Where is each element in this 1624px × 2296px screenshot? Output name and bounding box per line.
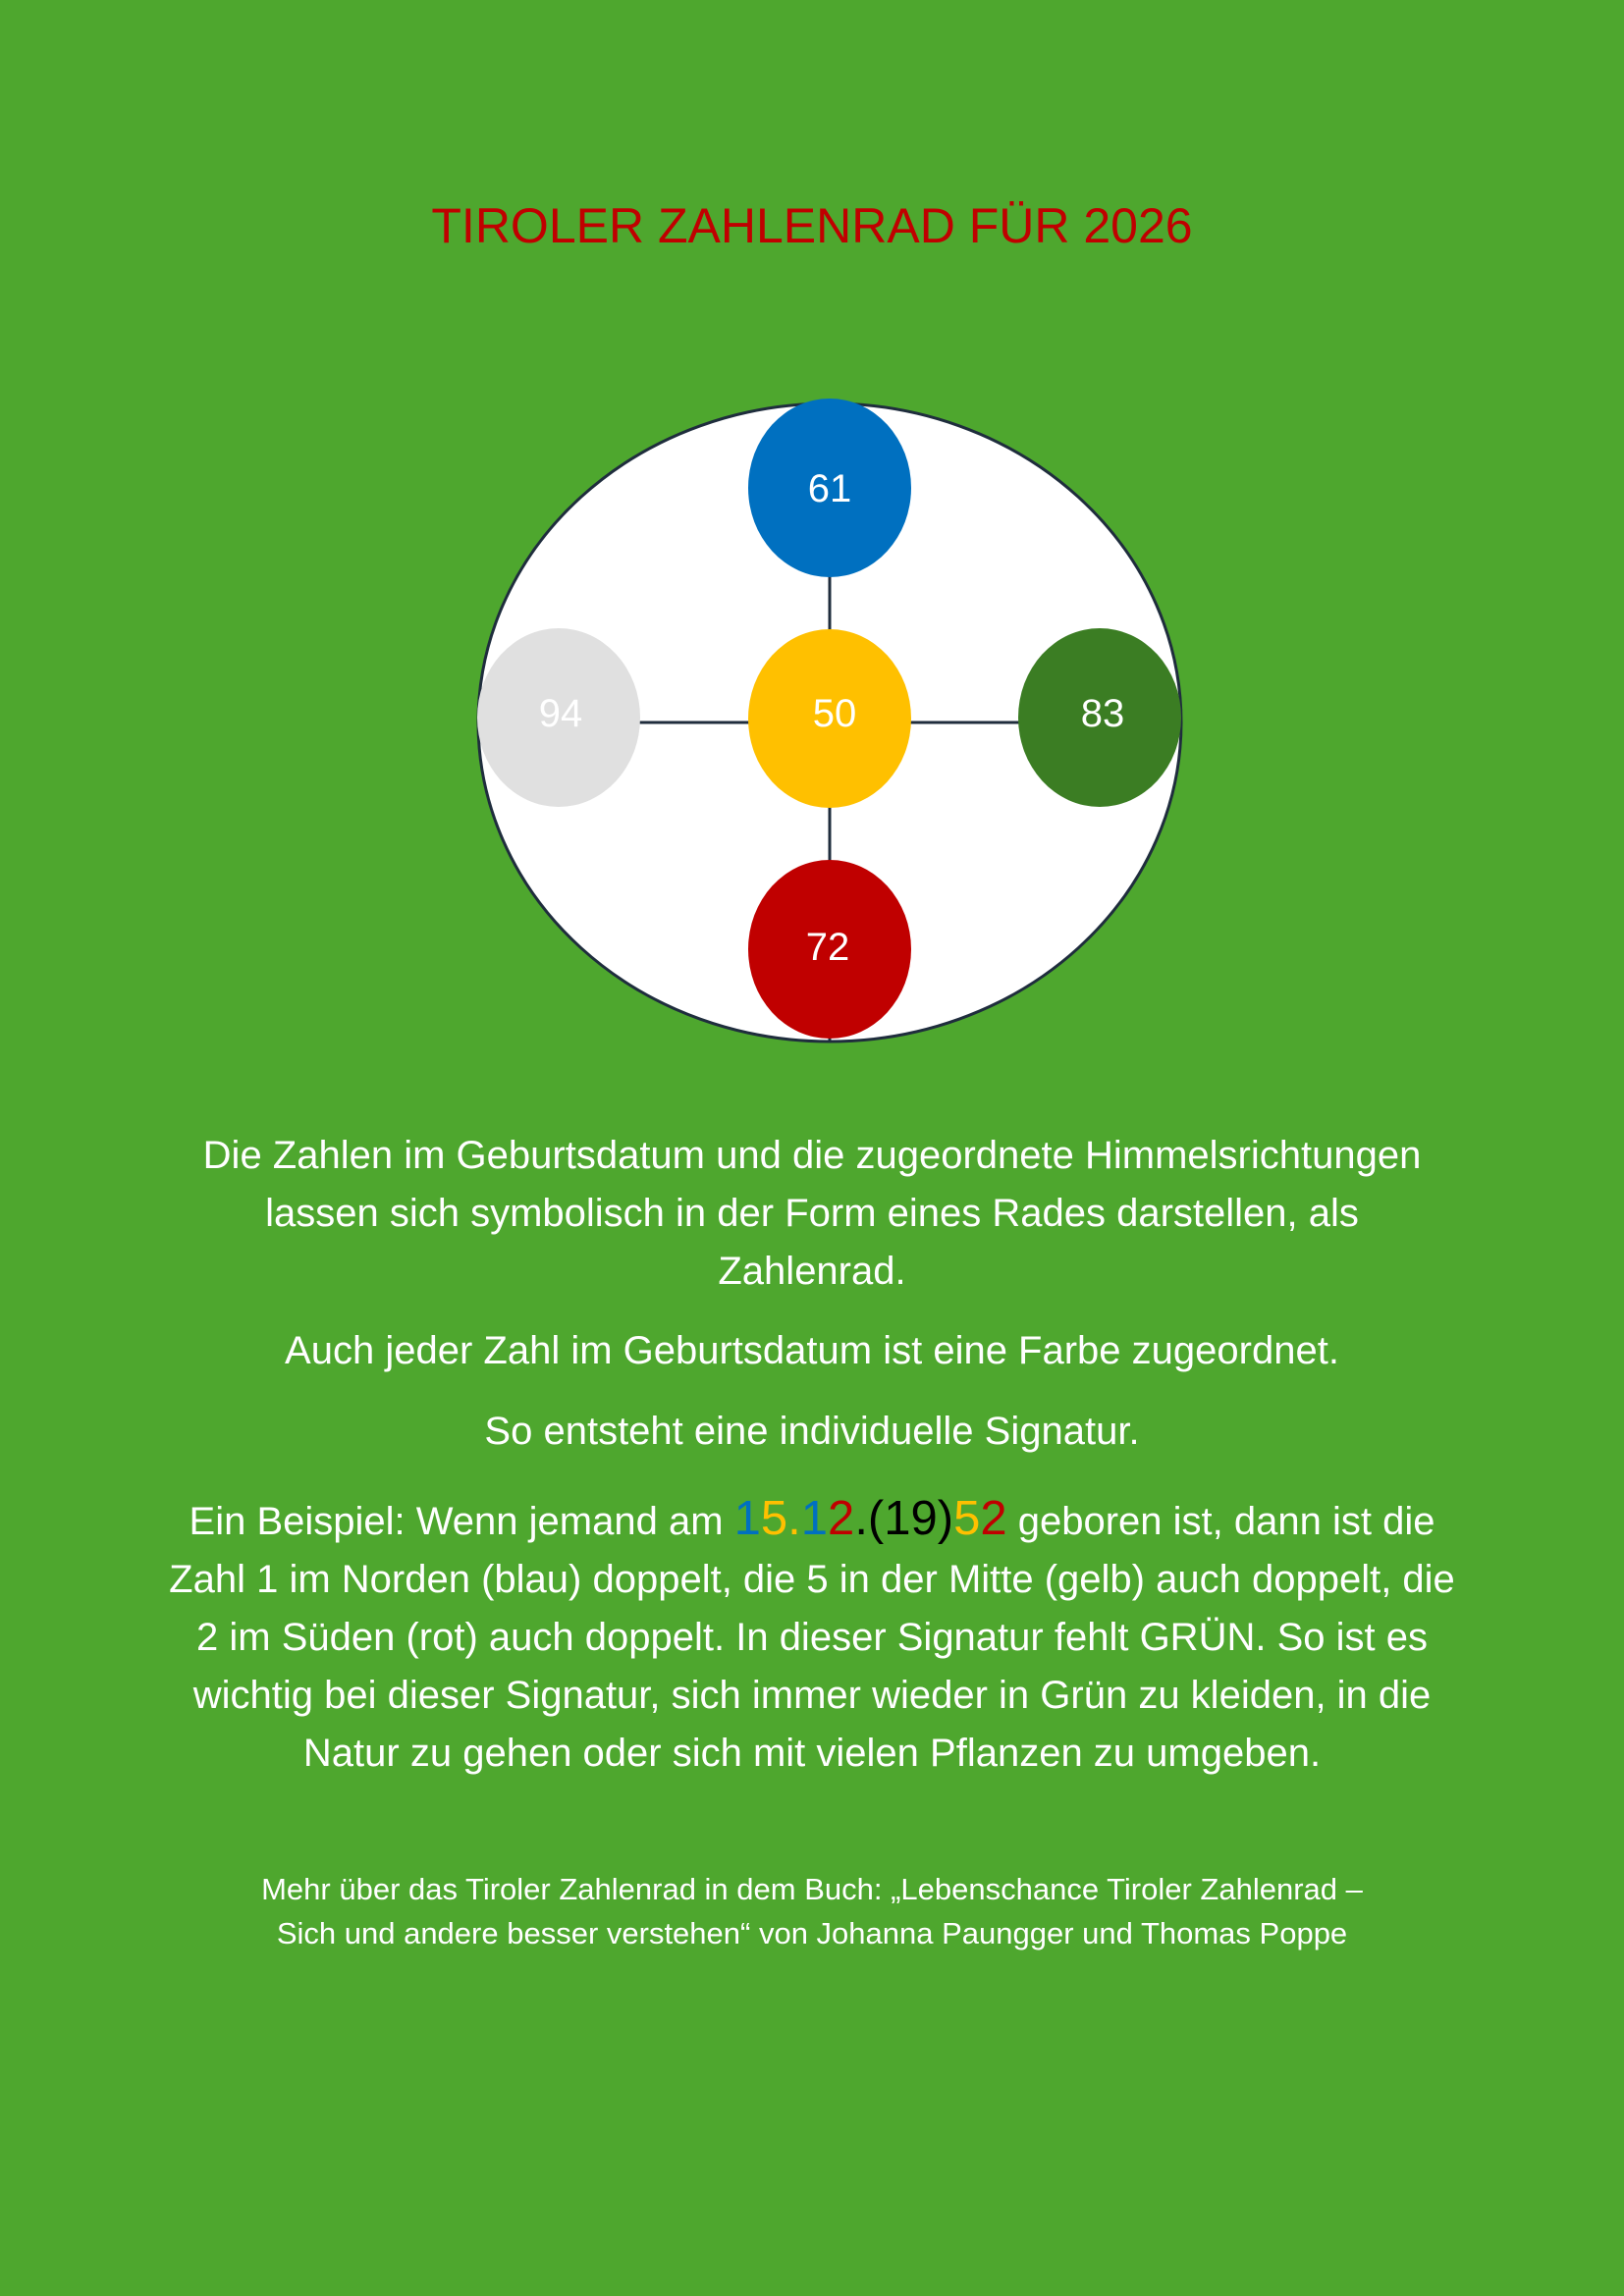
example-birthdate: [734, 1492, 1007, 1545]
example-prefix: Ein Beispiel: Wenn jemand am: [189, 1500, 734, 1543]
birthdate-segment: 2: [828, 1492, 855, 1545]
node-east-label: 83: [1080, 692, 1125, 735]
birthdate-segment: 2: [980, 1492, 1007, 1545]
wheel-node-west: [477, 628, 640, 807]
example-paragraph: [167, 1490, 1457, 1783]
page-title: TIROLER ZAHLENRAD FÜR 2026: [431, 198, 1193, 253]
birthdate-segment: 5: [953, 1492, 981, 1545]
intro-paragraph: Die Zahlen im Geburtsdatum und die zugeordnete Himmelsrichtungen lassen sich symbolisch in der Form eines Rades darstellen, als Zahlenrad.: [202, 1134, 1422, 1293]
signature-paragraph: So entsteht eine individuelle Signatur.: [484, 1410, 1140, 1453]
wheel-node-north: [748, 399, 911, 577]
wheel-node-south: [748, 860, 911, 1039]
node-south-label: 72: [805, 926, 850, 969]
birthdate-segment: 5.: [760, 1492, 801, 1545]
birthdate-segment: 1: [800, 1492, 829, 1545]
number-wheel-diagram: [0, 0, 1624, 1080]
node-center-label: 50: [812, 692, 857, 735]
birthdate-segment: .(19): [854, 1492, 954, 1545]
book-reference-line1: Mehr über das Tiroler Zahlenrad in dem Buch: „Lebenschance Tiroler Zahlenrad –: [261, 1872, 1363, 1906]
wheel-node-center: [748, 629, 911, 808]
book-reference: [167, 1867, 1457, 1955]
book-reference-line2: Sich und andere besser verstehen“ von Johanna Paungger und Thomas Poppe: [276, 1916, 1348, 1950]
node-north-label: 61: [807, 467, 852, 510]
wheel-node-east: [1018, 628, 1181, 807]
color-paragraph: Auch jeder Zahl im Geburtsdatum ist eine Farbe zugeordnet.: [285, 1329, 1339, 1372]
birthdate-segment: 1: [733, 1492, 761, 1545]
node-west-label: 94: [538, 692, 583, 735]
example-suffix: geboren ist, dann ist die Zahl 1 im Norden (blau) doppelt, die 5 in der Mitte (gelb) auch doppelt, die 2 im Süden (rot) auch doppelt. In dieser Signatur fehlt GRÜN. So ist es wichtig bei dieser Signatur, sich immer wieder in Grün zu kleiden, in die Natur zu gehen oder sich mit vielen Pflanzen zu umgeben.: [169, 1500, 1455, 1775]
